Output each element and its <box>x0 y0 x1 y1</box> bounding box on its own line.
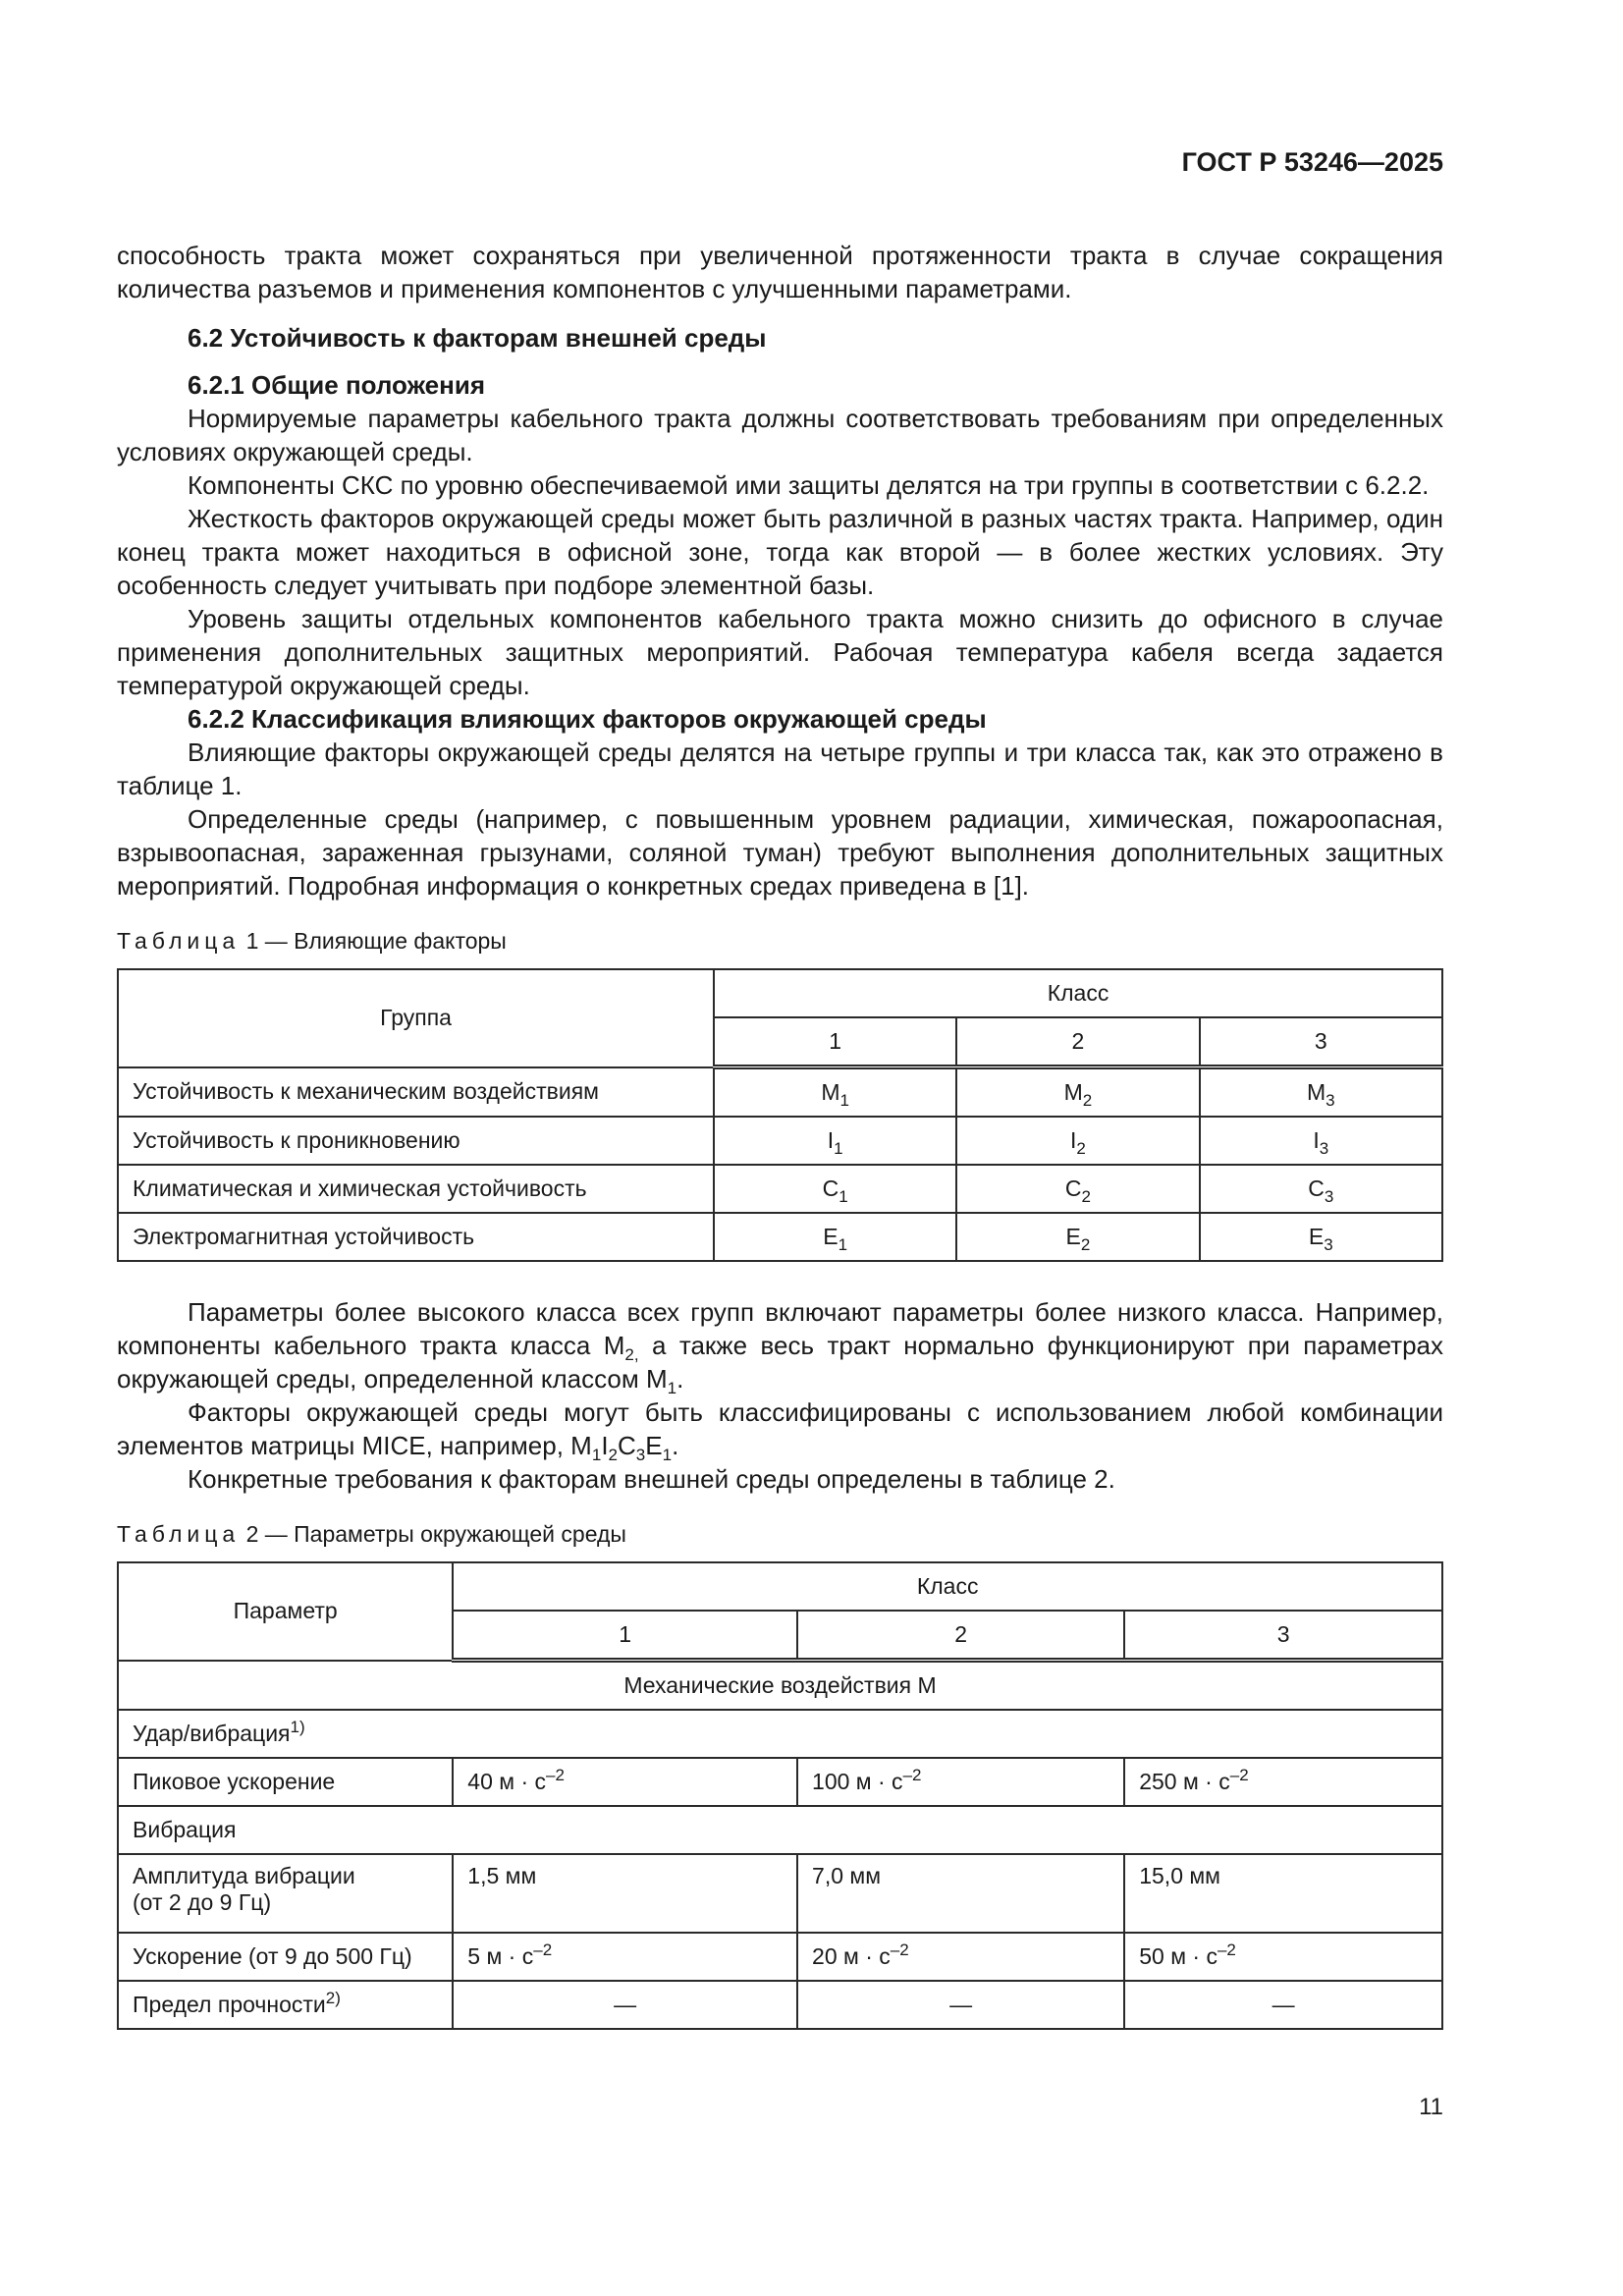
value-cell: 20 $м \cdot с^{-2}$ <box>797 1933 1124 1981</box>
table-row <box>118 1067 1442 1118</box>
paragraph: Факторы окружающей среды могут быть классифицированы с использованием любой комбинации элементов матрицы MICE, например, $M_1I_2C_3E_1$. <box>117 1397 1443 1464</box>
table-header-class: Класс <box>453 1562 1442 1611</box>
table-header-group: Группа <box>118 969 714 1067</box>
table-caption-label: Таблица <box>117 928 241 954</box>
subsection-shock-vibration: Удар/вибрация$^{1)}$ <box>118 1710 1442 1758</box>
table-header-class: Класс <box>714 969 1442 1017</box>
table-2-caption <box>117 1521 1443 1548</box>
class-code: $I_2$ <box>956 1117 1199 1165</box>
section-heading-6-2-2: 6.2.2 Классификация влияющих факторов окружающей среды <box>188 704 987 734</box>
table-row <box>118 1933 1442 1981</box>
table-1 <box>117 968 1443 1262</box>
table-row <box>118 1213 1442 1261</box>
mice-formula: $M_1I_2C_3E_1$ <box>570 1431 673 1464</box>
table-row <box>118 1117 1442 1165</box>
row-label: Пиковое ускорение <box>118 1758 453 1806</box>
table-header-class-3: 3 <box>1124 1611 1442 1661</box>
paragraph: Жесткость факторов окружающей среды может быть различной в разных частях тракта. Например, один конец тракта может находиться в офисной зоне, тогда как второй — в более жестких условиях. Эту особенность следует учитывать при подборе элементной базы. <box>117 504 1443 600</box>
table-1-caption <box>117 928 1443 955</box>
row-label: Ускорение (от 9 до 500 Гц) <box>118 1933 453 1981</box>
value-cell: 100 $м \cdot с^{-2}$ <box>797 1758 1124 1806</box>
class-code: $M_2$ <box>956 1067 1199 1118</box>
table-row <box>118 1165 1442 1213</box>
value-cell: 7,0 мм <box>797 1854 1124 1933</box>
row-label: Предел прочности$^{2)}$ <box>118 1981 453 2029</box>
table-header-class-1: 1 <box>453 1611 797 1661</box>
table-subsection-row <box>118 1806 1442 1854</box>
value-cell: 15,0 мм <box>1124 1854 1442 1933</box>
value-cell: 40 $м \cdot с^{-2}$ <box>453 1758 797 1806</box>
table-section-row <box>118 1661 1442 1711</box>
table-caption-text: 2 — Параметры окружающей среды <box>240 1521 626 1547</box>
value-cell: 250 $м \cdot с^{-2}$ <box>1124 1758 1442 1806</box>
class-code: $E_3$ <box>1200 1213 1442 1261</box>
class-code: $I_3$ <box>1200 1117 1442 1165</box>
paragraph: Конкретные требования к факторам внешней среды определены в таблице 2. <box>188 1464 1115 1494</box>
class-code: $C_2$ <box>956 1165 1199 1213</box>
subsection-vibration: Вибрация <box>118 1806 1442 1854</box>
class-code: $I_1$ <box>714 1117 956 1165</box>
table-header-class-2: 2 <box>956 1017 1199 1067</box>
class-code: $M_1$ <box>714 1067 956 1118</box>
table-caption-label: Таблица <box>117 1521 241 1547</box>
class-code: $E_2$ <box>956 1213 1199 1261</box>
value-cell: — <box>797 1981 1124 2029</box>
class-code: $C_1$ <box>714 1165 956 1213</box>
table-subsection-row <box>118 1710 1442 1758</box>
class-code: $C_3$ <box>1200 1165 1442 1213</box>
value-cell: 1,5 мм <box>453 1854 797 1933</box>
table-row <box>118 1854 1442 1933</box>
table-row <box>118 1758 1442 1806</box>
paragraph: способность тракта может сохраняться при увеличенной протяженности тракта в случае сокращения количества разъемов и применения компонентов с улучшенными параметрами. <box>117 241 1443 303</box>
row-label: Устойчивость к механическим воздействиям <box>118 1067 714 1118</box>
row-label: Амплитуда вибрации (от 2 до 9 Гц) <box>118 1854 453 1933</box>
class-code: $E_1$ <box>714 1213 956 1261</box>
paragraph: Параметры более высокого класса всех групп включают параметры более низкого класса. Например, компоненты кабельного тракта класса $М_{2,}$ а также весь тракт нормально функционируют при параметрах окружающей среды, определенной классом $М_1$. <box>117 1297 1443 1397</box>
section-mechanical: Механические воздействия М <box>118 1661 1442 1711</box>
value-cell: 5 $м \cdot с^{-2}$ <box>453 1933 797 1981</box>
table-caption-text: 1 — Влияющие факторы <box>240 928 507 954</box>
class-code: $M_3$ <box>1200 1067 1442 1118</box>
paragraph: Нормируемые параметры кабельного тракта должны соответствовать требованиям при определенных условиях окружающей среды. <box>117 404 1443 466</box>
row-label: Устойчивость к проникновению <box>118 1117 714 1165</box>
table-2 <box>117 1561 1443 2030</box>
table-row <box>118 1981 1442 2029</box>
paragraph: Определенные среды (например, с повышенным уровнем радиации, химическая, пожароопасная, взрывоопасная, зараженная грызунами, соляной туман) требуют выполнения дополнительных защитных мероприятий. Подробная информация о конкретных средах приведена в [1]. <box>117 804 1443 901</box>
value-cell: 50 $м \cdot с^{-2}$ <box>1124 1933 1442 1981</box>
document-id: ГОСТ Р 53246—2025 <box>1181 147 1443 177</box>
paragraph: Компоненты СКС по уровню обеспечиваемой ими защиты делятся на три группы в соответствии с 6.2.2. <box>188 470 1430 500</box>
paragraph: Влияющие факторы окружающей среды делятся на четыре группы и три класса так, как это отражено в таблице 1. <box>117 738 1443 800</box>
page-number: 11 <box>1419 2094 1443 2120</box>
section-heading-6-2: 6.2 Устойчивость к факторам внешней среды <box>188 323 767 353</box>
table-header-class-2: 2 <box>797 1611 1124 1661</box>
table-header-class-1: 1 <box>714 1017 956 1067</box>
row-label: Климатическая и химическая устойчивость <box>118 1165 714 1213</box>
row-label: Электромагнитная устойчивость <box>118 1213 714 1261</box>
value-cell: — <box>1124 1981 1442 2029</box>
section-heading-6-2-1: 6.2.1 Общие положения <box>188 370 485 400</box>
value-cell: — <box>453 1981 797 2029</box>
table-header-class-3: 3 <box>1200 1017 1442 1067</box>
paragraph: Уровень защиты отдельных компонентов кабельного тракта можно снизить до офисного в случае применения дополнительных защитных мероприятий. Рабочая температура кабеля всегда задается температурой окружающей среды. <box>117 604 1443 700</box>
table-header-parameter: Параметр <box>118 1562 453 1661</box>
